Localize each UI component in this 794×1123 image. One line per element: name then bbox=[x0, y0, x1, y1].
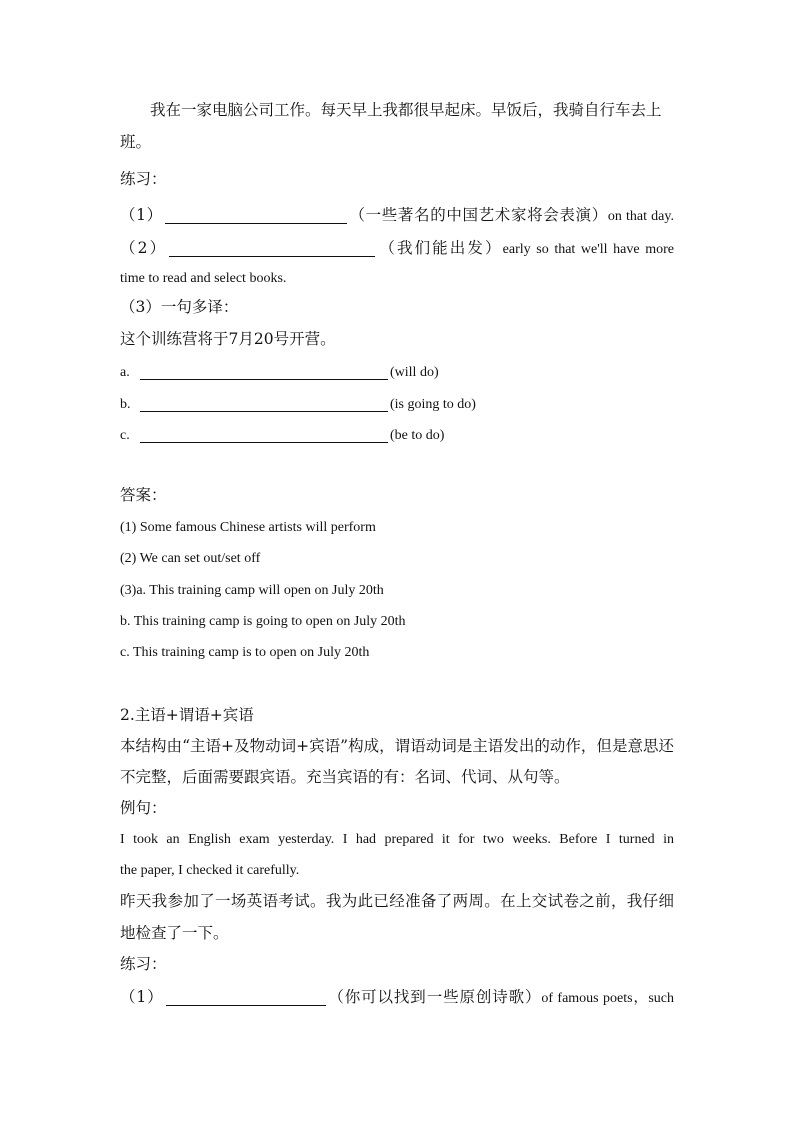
section-heading: 练习： bbox=[120, 955, 167, 973]
item-number: （1） bbox=[120, 206, 163, 224]
example-translation: 昨天我参加了一场英语考试。我为此已经准备了两周。在上交试卷之前，我仔细 bbox=[120, 892, 674, 910]
answer-blank[interactable] bbox=[140, 397, 388, 412]
answer-blank[interactable] bbox=[140, 428, 388, 443]
paragraph-line: 不完整，后面需要跟宾语。充当宾语的有：名词、代词、从句等。 bbox=[120, 768, 570, 786]
answers-heading: 答案： bbox=[120, 486, 167, 504]
example-heading: 例句： bbox=[120, 799, 167, 817]
item-hint: （我们能出发） bbox=[377, 239, 503, 257]
exercise-item bbox=[120, 207, 674, 224]
example-translation: 地检查了一下。 bbox=[120, 924, 229, 942]
item-number: （2） bbox=[120, 239, 168, 257]
exercise-item: （3）一句多译： bbox=[120, 298, 239, 316]
example-line: the paper, I checked it carefully. bbox=[120, 863, 300, 878]
answer-blank[interactable] bbox=[165, 209, 347, 224]
item-tail: early so that we'll have more bbox=[502, 242, 674, 257]
item-number: （1） bbox=[120, 988, 164, 1006]
paragraph-line: 我在一家电脑公司工作。每天早上我都很早起床。早饭后，我骑自行车去上 bbox=[150, 101, 662, 119]
paragraph-line: 班。 bbox=[120, 133, 152, 151]
example-line: I took an English exam yesterday. I had prepared it for two weeks. Before I turned in bbox=[120, 832, 674, 847]
section-heading: 练习： bbox=[120, 170, 167, 188]
exercise-item bbox=[120, 989, 674, 1006]
item-tail: of famous poets，such bbox=[541, 991, 674, 1006]
answer-line: b. This training camp is going to open on July 20th bbox=[120, 614, 406, 629]
answer-line: c. This training camp is to open on July 20th bbox=[120, 645, 370, 660]
answer-blank[interactable] bbox=[166, 991, 326, 1006]
section-title: 2.主语+谓语+宾语 bbox=[120, 706, 254, 724]
exercise-subitem: c. (be to do) bbox=[120, 428, 445, 443]
exercise-item-continuation: time to read and select books. bbox=[120, 271, 287, 286]
answer-blank[interactable] bbox=[169, 242, 375, 257]
exercise-subitem: b. (is going to do) bbox=[120, 397, 476, 412]
answer-line: (3)a. This training camp will open on July 20th bbox=[120, 583, 384, 598]
item-hint: （一些著名的中国艺术家将会表演） bbox=[348, 206, 608, 224]
answer-blank[interactable] bbox=[140, 365, 388, 380]
paragraph-line: 本结构由“主语+及物动词+宾语”构成，谓语动词是主语发出的动作，但是意思还 bbox=[120, 737, 674, 755]
exercise-item bbox=[120, 240, 674, 257]
exercise-sentence: 这个训练营将于7月20号开营。 bbox=[120, 330, 336, 348]
item-tail: on that day. bbox=[607, 209, 674, 224]
answer-line: (1) Some famous Chinese artists will perform bbox=[120, 520, 376, 535]
answer-line: (2) We can set out/set off bbox=[120, 551, 261, 566]
exercise-subitem: a. (will do) bbox=[120, 365, 439, 380]
item-hint: （你可以找到一些原创诗歌） bbox=[327, 988, 542, 1006]
